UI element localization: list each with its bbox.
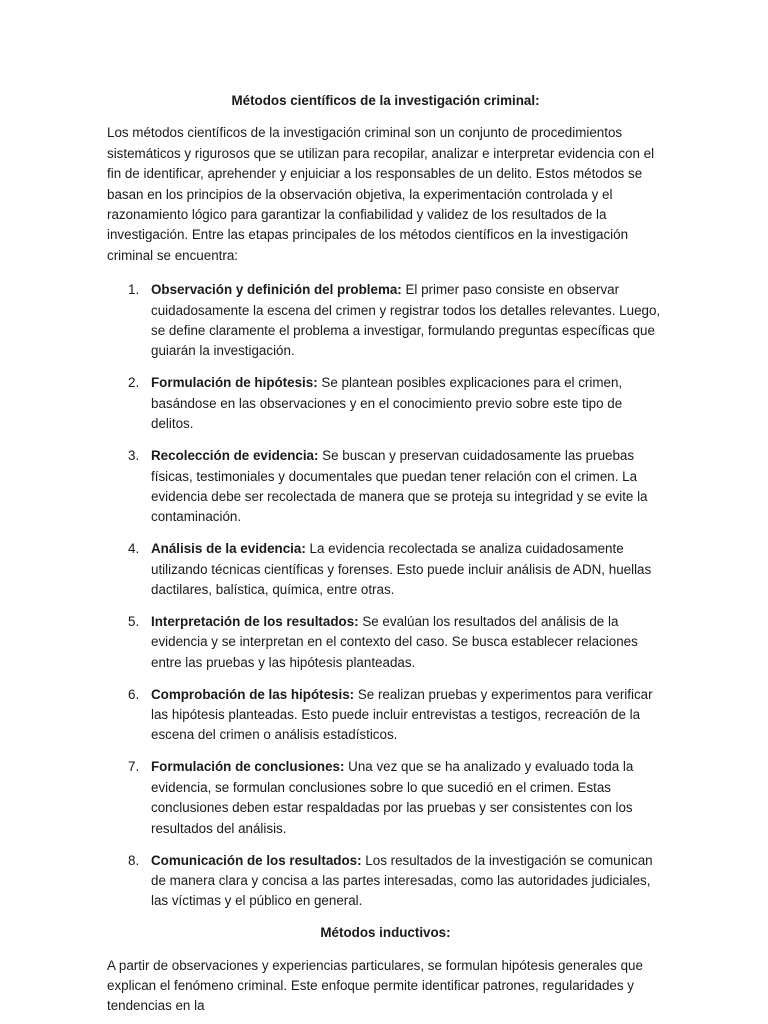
list-item-label: Comunicación de los resultados: [151,852,362,868]
list-item-label: Formulación de hipótesis: [151,375,318,391]
intro-paragraph: Los métodos científicos de la investigación criminal son un conjunto de procedimientos sistemáticos y rigurosos que se utilizan para recopilar, analizar e interpretar evidencia con el fin de identificar, aprehender y enjuiciar a los responsables de un delito. Estos métodos se basan en los principios de la observación objetiva, la experimentación controlada y el razonamiento lógico para garantizar la confiabilidad y validez de los resultados de la investigación. Entre las etapas principales de los métodos científicos en la investigación criminal se encuentra: [107,125,655,263]
document-title: Métodos científicos de la investigación criminal: [231,93,540,108]
list-item-text: Se plantean posibles explicaciones para el crimen, basándose en las observaciones y en el conocimiento previo sobre este tipo de delitos. [151,375,623,432]
list-item-text: Los resultados de la investigación se comunican de manera clara y concisa a las partes interesadas, como las autoridades judiciales, las víctimas y el público en general. [151,852,653,909]
list-item-number: 1. [128,282,140,298]
list-item-label: Formulación de conclusiones: [151,759,345,775]
list-item-number: 8. [128,852,140,868]
list-item [107,851,664,912]
list-item [107,539,664,600]
list-item-label: Recolección de evidencia: [151,448,319,464]
list-item-number: 5. [128,613,140,629]
list-item-number: 4. [128,541,140,557]
list-item [107,757,664,839]
list-item [107,685,664,746]
list-item-text: Se buscan y preservan cuidadosamente las pruebas físicas, testimoniales y documentales que puedan tener relación con el crimen. La evidencia debe ser recolectada de manera que se proteja su integridad y se evite la contaminación. [151,448,648,525]
list-item-text: Se evalúan los resultados del análisis de la evidencia y se interpretan en el contexto del caso. Se busca establecer relaciones entre las pruebas y las hipótesis planteadas. [151,613,638,670]
list-item-number: 7. [128,759,140,775]
list-item [107,612,664,673]
list-item-label: Análisis de la evidencia: [151,541,306,557]
list-item-label: Observación y definición del problema: [151,282,402,298]
list-item-label: Interpretación de los resultados: [151,613,359,629]
steps-list [107,280,664,911]
list-item-text: El primer paso consiste en observar cuidadosamente la escena del crimen y registrar todos los detalles relevantes. Luego, se define claramente el problema a investigar, formulando preguntas específicas que guiarán la investigación. [151,282,661,359]
list-item-number: 6. [128,686,140,702]
list-item-text: La evidencia recolectada se analiza cuidadosamente utilizando técnicas científicas y forenses. Esto puede incluir análisis de ADN, huellas dactilares, balística, química, entre otras. [151,541,652,598]
section-paragraph: A partir de observaciones y experiencias particulares, se formulan hipótesis generales que explican el fenómeno criminal. Este enfoque permite identificar patrones, regularidades y tendencias en la [107,957,643,1014]
list-item-label: Comprobación de las hipótesis: [151,686,355,702]
list-item [107,446,664,528]
list-item-number: 2. [128,375,140,391]
list-item [107,280,664,362]
list-item-text: Se realizan pruebas y experimentos para verificar las hipótesis planteadas. Esto puede incluir entrevistas a testigos, recreación de la escena del crimen o análisis estadísticos. [151,686,653,743]
list-item [107,373,664,434]
list-item-text: Una vez que se ha analizado y evaluado toda la evidencia, se formulan conclusiones sobre lo que sucedió en el crimen. Estas conclusiones deben estar respaldadas por las pruebas y ser consistentes con los resultados del análisis. [151,759,634,836]
section-heading: Métodos inductivos: [320,925,451,941]
list-item-number: 3. [128,448,140,464]
